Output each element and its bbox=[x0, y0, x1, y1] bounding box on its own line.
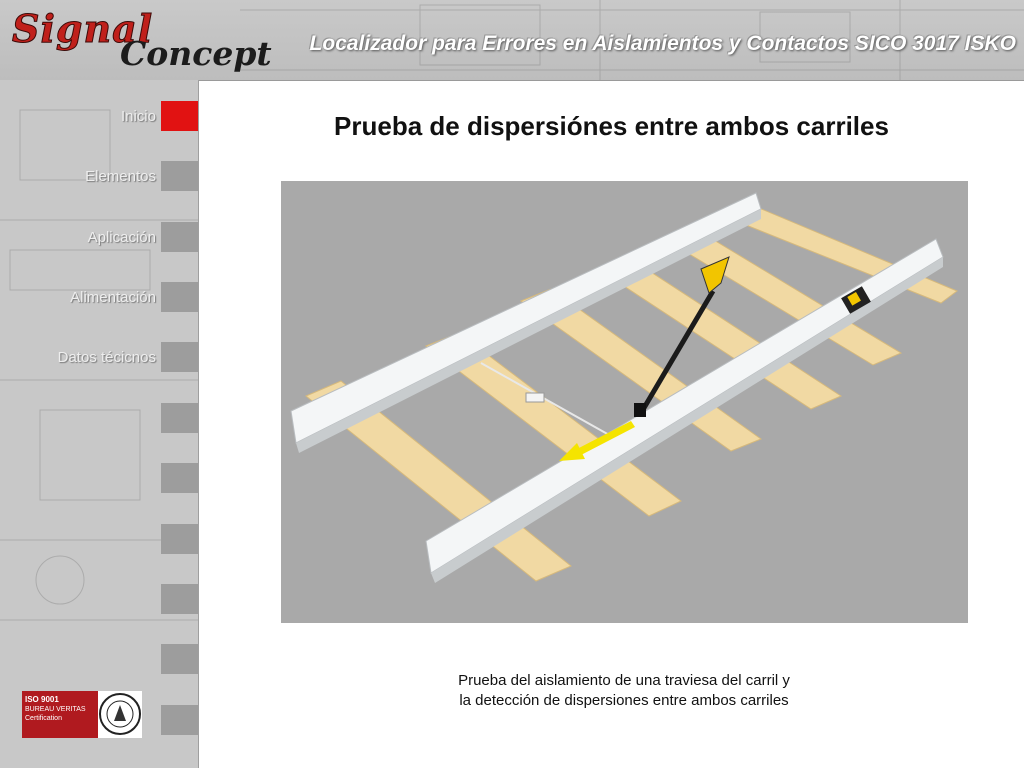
nav-button[interactable] bbox=[161, 342, 199, 372]
nav-item-empty[interactable] bbox=[0, 463, 199, 493]
nav-item-aplicacion[interactable] bbox=[0, 222, 199, 252]
iso-label-block bbox=[22, 691, 98, 738]
nav-button[interactable] bbox=[161, 644, 199, 674]
main-content bbox=[199, 81, 1024, 768]
page-title: Prueba de dispersiónes entre ambos carriles bbox=[334, 111, 889, 141]
nav-button[interactable] bbox=[161, 282, 199, 312]
nav-button[interactable] bbox=[161, 705, 199, 735]
nav-item-empty[interactable] bbox=[0, 644, 199, 674]
rail-illustration bbox=[281, 181, 968, 623]
rail-right bbox=[426, 239, 943, 583]
nav-button[interactable] bbox=[161, 403, 199, 433]
nav-item-empty[interactable] bbox=[0, 403, 199, 433]
iso-text: ISO 9001 bbox=[25, 695, 59, 704]
nav-item-alimentacion[interactable] bbox=[0, 282, 199, 312]
header bbox=[0, 0, 1024, 81]
logo-signal-text: Signal bbox=[12, 6, 154, 51]
nav-item-inicio[interactable] bbox=[0, 101, 199, 131]
caption-line-2: la detección de dispersiones entre ambos carriles bbox=[459, 692, 789, 709]
figure-caption bbox=[399, 671, 849, 711]
nav-button[interactable] bbox=[161, 222, 199, 252]
nav-item-elementos[interactable] bbox=[0, 161, 199, 191]
nav-button[interactable] bbox=[161, 524, 199, 554]
certification-text: Certification bbox=[25, 715, 62, 722]
bureau-veritas-seal-icon bbox=[98, 691, 142, 738]
bureau-text: BUREAU VERITAS bbox=[25, 706, 86, 713]
nav-label: Elementos bbox=[85, 168, 156, 185]
nav-label: Inicio bbox=[120, 108, 156, 125]
nav-button[interactable] bbox=[161, 463, 199, 493]
nav-item-datos-tecnicos[interactable] bbox=[0, 342, 199, 372]
iso-certification-badge bbox=[22, 691, 142, 738]
nav-label: Aplicación bbox=[87, 229, 156, 246]
logo-concept-text: Concept bbox=[120, 34, 272, 73]
nav-label: Alimentación bbox=[70, 289, 156, 306]
rail-track-render bbox=[281, 181, 968, 623]
nav-item-empty[interactable] bbox=[0, 584, 199, 614]
nav-button-active[interactable] bbox=[161, 101, 199, 131]
nav-button[interactable] bbox=[161, 584, 199, 614]
connector-clip bbox=[526, 393, 544, 402]
nav-item-empty[interactable] bbox=[0, 524, 199, 554]
nav-button[interactable] bbox=[161, 161, 199, 191]
nav-label: Datos técicnos bbox=[57, 349, 156, 366]
sidebar bbox=[0, 80, 199, 768]
signal-concept-logo[interactable] bbox=[12, 6, 272, 74]
app-title: Localizador para Errores en Aislamientos y Contactos SICO 3017 ISKO bbox=[309, 32, 1016, 55]
caption-line-1: Prueba del aislamiento de una traviesa del carril y bbox=[458, 672, 790, 689]
